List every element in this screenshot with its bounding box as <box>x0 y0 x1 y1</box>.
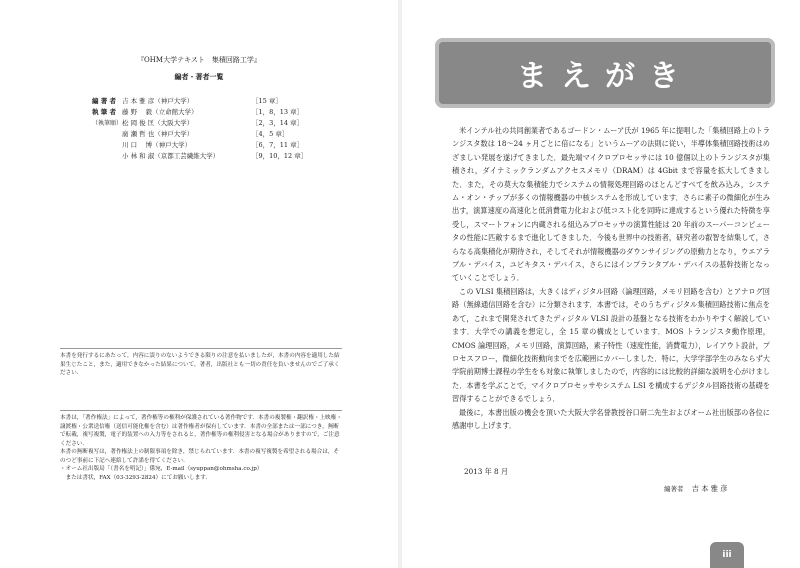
editor-row <box>92 107 322 118</box>
preface-banner <box>435 38 775 108</box>
editor-name: 小 林 和 淑（京都工芸繊維大学） <box>122 152 220 160</box>
editor-role: 編 著 者 <box>92 97 117 105</box>
editor-row <box>92 118 322 129</box>
editor-row <box>92 129 322 140</box>
contact-fax: または書状，FAX（03-3293-2824）にてお願いします． <box>60 474 212 481</box>
preface-signature <box>664 484 727 494</box>
copyright-notice <box>60 410 342 482</box>
editor-row <box>92 151 322 162</box>
editor-role: 執 筆 者 <box>92 108 117 116</box>
preface-paragraph: 米インテル社の共同創業者であるゴードン・ムーア氏が 1965 年に提唱した「集積回路上のトランジスタ数は 18〜24 ヶ月ごとに倍になる」というムーアの法則に従い，半導体集積回路技術はめざましい発展を遂げてきました．最先端マイクロプロセッサには 10 億個以上のトランジスタが集積され，ダイナミックランダムアクセスメモリ（DRAM）は 4Gbit まで容量を拡大してきました．また，その莫大な集積能力でシステムの情報処理回路のほとんどすべてを飲み込み，システム・オン・チップが多くの情報機器の中核システムを形成しています．さらに素子の微細化が生み出す，演算速度の高速化と低消費電力化および低コスト化を同時に達成するという優れた特徴を享受し，スマートフォンに内蔵される組込みプロセッサの演算性能は 20 年前のスーパーコンピュータの性能に匹敵するまで進化してきました．今後も世界中の技術者，研究者の叡智を結集して，さらなる高集積化が期待され，そしてそれが情報機器のダウンサイジングの原動力となり，ウエアラブル・デバイス，ユビキタス・デバイス，さらにはインプランタブル・デバイスの基幹技術となっていくことでしょう． <box>452 126 770 283</box>
disclaimer-notice <box>60 348 342 378</box>
copyright-text: 本書は，「著作権法」によって，著作権等の権利が保護されている著作物です．本書の複製権・翻訳権・上映権・譲渡権・公衆送信権（送信可能化権を含む）は著作権者が保有しています．本書の全部または一部につき，無断で転載，複写複製，電子的装置への入力等をされると，著作権等の権利侵害となる場合がありますので，ご注意ください． <box>60 415 342 447</box>
editor-chapters: ［9，10，12 章］ <box>252 152 308 160</box>
role-note: （執筆順） <box>92 120 123 127</box>
preface-date: 2013 年 8 月 <box>464 467 509 476</box>
editor-chapters: ［2，3，14 章］ <box>252 119 304 127</box>
editor-role <box>92 129 122 140</box>
contact-email: ・オーム社出版局「（書名を明記）」係宛，E-mail（syuppan@ohmsha.co.jp） <box>60 466 263 472</box>
preface-body <box>452 124 770 432</box>
signature-role: 編著者 <box>664 485 684 493</box>
preface-title: まえがき <box>517 59 693 94</box>
disclaimer-text: 本書を発行するにあたって，内容に誤りのないようできる限りの注意を払いましたが，本書の内容を適用した結果生じたこと，また，適用できなかった結果について，著者，出版社とも一切の責任を負いませんのでご了承ください． <box>60 353 340 376</box>
editors-list <box>92 96 322 162</box>
editor-chapters: ［4，5 章］ <box>252 130 289 138</box>
copy-permission-text: 本書の無断複写は，著作権法上の制限事項を除き，禁じられています．本書の複写複製を希望される場合は，そのつど事前に下記へ連絡して許諾を得てください． <box>60 449 340 464</box>
left-page <box>0 0 398 568</box>
right-page <box>402 0 800 568</box>
signature-name: 吉 本 雅 彦 <box>691 484 728 493</box>
editor-row <box>92 140 322 151</box>
editor-role <box>92 151 122 162</box>
editor-name: 川 口 博（神戸大学） <box>122 141 192 149</box>
editor-name: 松 岡 俊 匡（大阪大学） <box>122 119 194 127</box>
preface-paragraph: 最後に，本書出版の機会を頂いた大阪大学名誉教授谷口研二先生およびオーム社出版部の各位に感謝申し上げます． <box>452 407 770 430</box>
page-number: iii <box>710 542 744 568</box>
editor-chapters: ［6，7，11 章］ <box>252 141 304 149</box>
editors-heading: 編者・著者一覧 <box>174 72 224 81</box>
editor-chapters: ［1，8，13 章］ <box>252 108 304 116</box>
preface-paragraph: この VLSI 集積回路は，大きくはディジタル回路（論理回路，メモリ回路を含む）とアナログ回路（無線通信回路を含む）に分類されます．本書では，そのうちディジタル集積回路技術に焦点をあて，これまで開発されてきたディジタル VLSI 設計の基盤となる技術をわかりやすく解説しています．大学での講義を想定し，全 15 章の構成としています．MOS トランジスタ動作原理，CMOS 論理回路，メモリ回路，演算回路，素子特性（速度性能，消費電力），レイアウト設計，プロセスフロー，微細化技術動向までを広範囲にカバーしました．特に，大学学部学生のみならず大学院前期博士課程の学生をも対象に執筆しましたので，内容的には比較的詳細な説明を心がけました．本書を学ぶことで，マイクロプロセッサやシステム LSI を構成するデジタル回路技術の基礎を習得することができるでしょう． <box>452 286 770 404</box>
editor-name: 廣 瀬 哲 也（神戸大学） <box>122 130 194 138</box>
editor-row <box>92 96 322 107</box>
editor-chapters: ［15 章］ <box>252 97 282 105</box>
series-title: 『OHM大学テキスト 集積回路工学』 <box>137 56 261 64</box>
editor-name: 吉 本 雅 彦（神戸大学） <box>122 97 194 105</box>
editor-role <box>92 140 122 151</box>
editor-name: 藤 野 毅（立命館大学） <box>122 108 198 116</box>
